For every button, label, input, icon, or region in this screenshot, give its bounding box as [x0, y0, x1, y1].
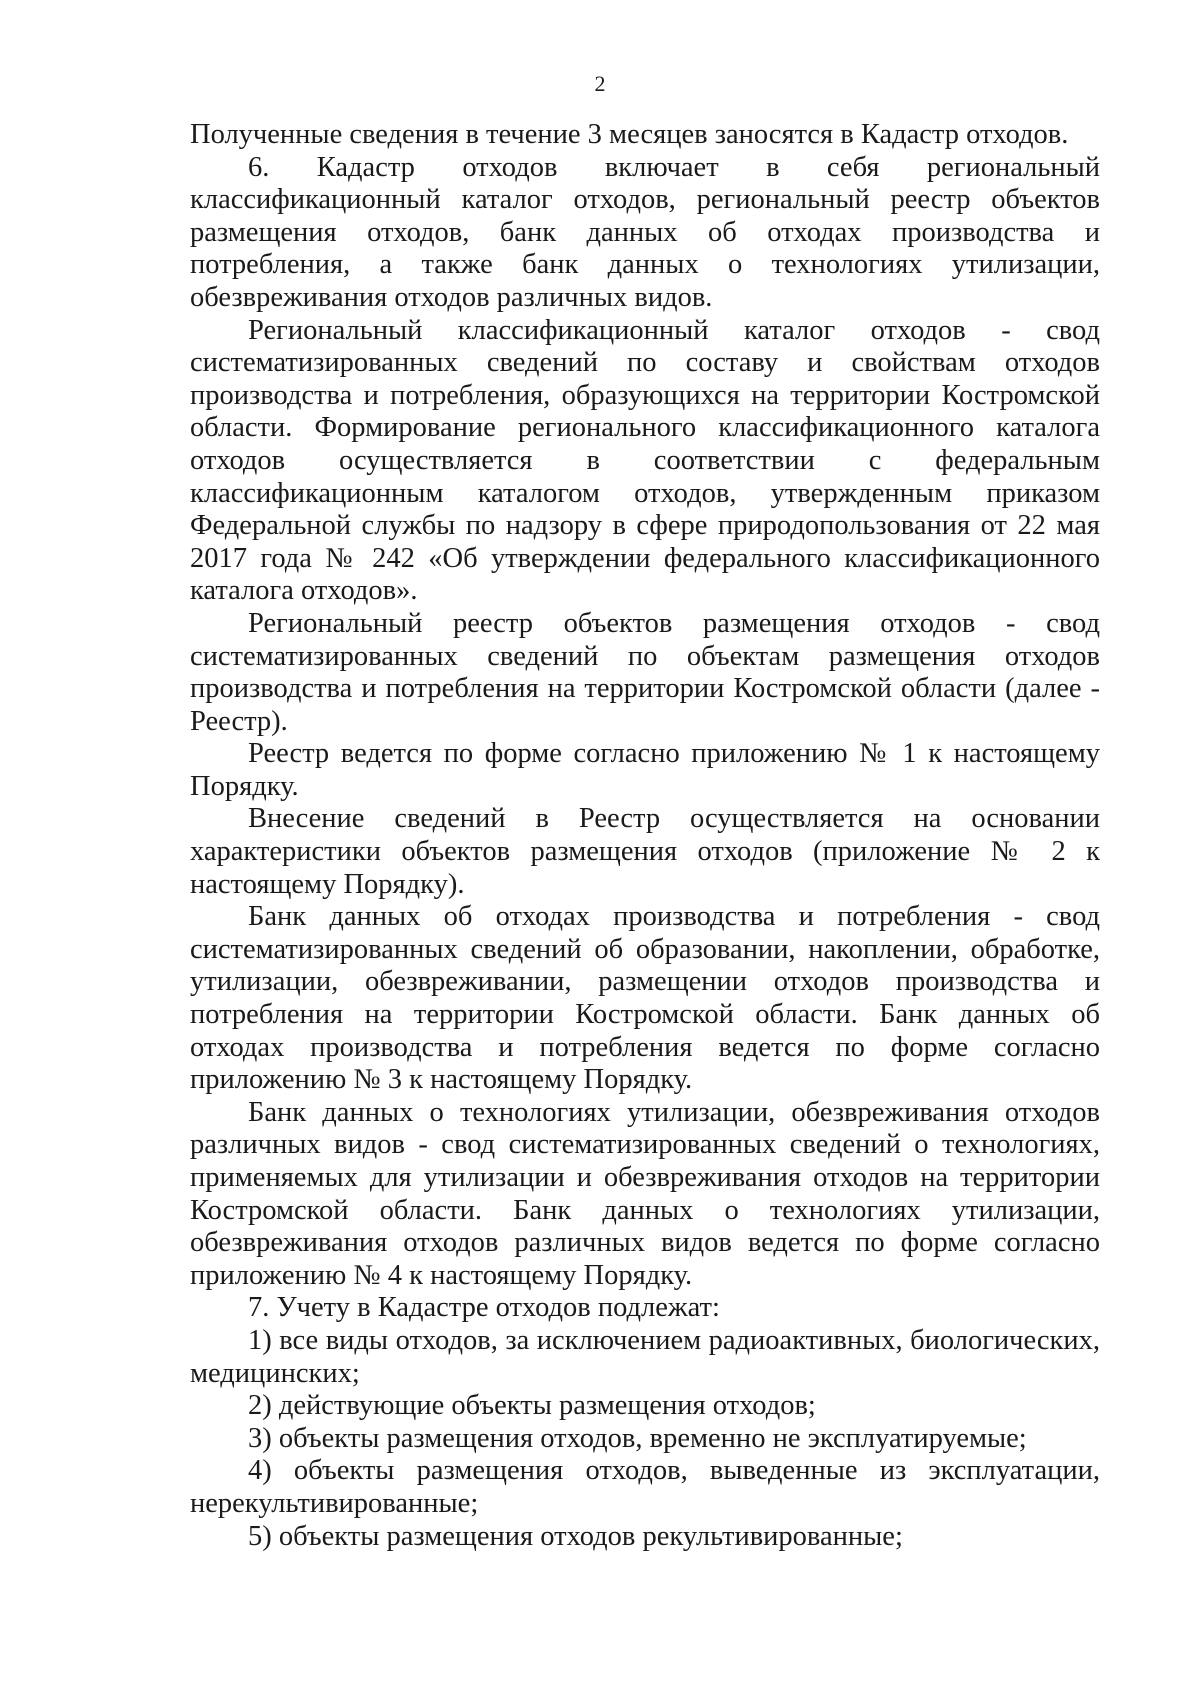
document-body [190, 119, 1100, 1553]
paragraph-registry-entry: Внесение сведений в Реестр осуществляется на основании характеристики объектов размещения отходов (приложение № 2 к настоящему Порядку). [190, 803, 1100, 900]
list-item-2: 2) действующие объекты размещения отходов; [248, 1390, 816, 1422]
paragraph-classification-catalog: Региональный классификационный каталог отходов - свод систематизированных сведений по составу и свойствам отходов производства и потребления, образующихся на территории Костромской области. Формирование регионального классификационного каталога отходов осуществляется в соответствии с федеральным классификационным каталогом отходов, утвержденным приказом Федеральной службы по надзору в сфере природопользования от 22 мая 2017 года № 242 «Об утверждении федерального классификационного каталога отходов». [190, 314, 1100, 607]
list-item-5: 5) объекты размещения отходов рекультивированные; [248, 1520, 903, 1552]
list-item-4: 4) объекты размещения отходов, выведенные из эксплуатации, нерекультивированные; [190, 1455, 1100, 1519]
paragraph-registry: Региональный реестр объектов размещения отходов - свод систематизированных сведений по объектам размещения отходов производства и потребления на территории Костромской области (далее - Реестр). [190, 607, 1100, 737]
paragraph-item-7: 7. Учету в Кадастре отходов подлежат: [248, 1292, 720, 1324]
paragraph-technology-databank: Банк данных о технологиях утилизации, обезвреживания отходов различных видов - свод систематизированных сведений о технологиях, применяемых для утилизации и обезвреживания отходов на территории Костромской области. Банк данных о технологиях утилизации, обезвреживания отходов различных видов ведется по форме согласно приложению № 4 к настоящему Порядку. [190, 1096, 1100, 1291]
paragraph-item-6: 6. Кадастр отходов включает в себя региональный классификационный каталог отходов, региональный реестр объектов размещения отходов, банк данных об отходах производства и потребления, а также банк данных о технологиях утилизации, обезвреживания отходов различных видов. [190, 151, 1100, 313]
page-number: 2 [594, 71, 606, 96]
paragraph-registry-form: Реестр ведется по форме согласно приложению № 1 к настоящему Порядку. [190, 738, 1100, 802]
paragraph-continuation: Полученные сведения в течение 3 месяцев заносятся в Кадастр отходов. [190, 119, 1069, 150]
list-item-3: 3) объекты размещения отходов, временно не эксплуатируемые; [248, 1422, 1027, 1454]
paragraph-waste-databank: Банк данных об отходах производства и потребления - свод систематизированных сведений об образовании, накоплении, обработке, утилизации, обезвреживании, размещении отходов производства и потребления на территории Костромской области. Банк данных об отходах производства и потребления ведется по форме согласно приложению № 3 к настоящему Порядку. [190, 901, 1100, 1096]
list-item-1: 1) все виды отходов, за исключением радиоактивных, биологических, медицинских; [190, 1324, 1100, 1389]
